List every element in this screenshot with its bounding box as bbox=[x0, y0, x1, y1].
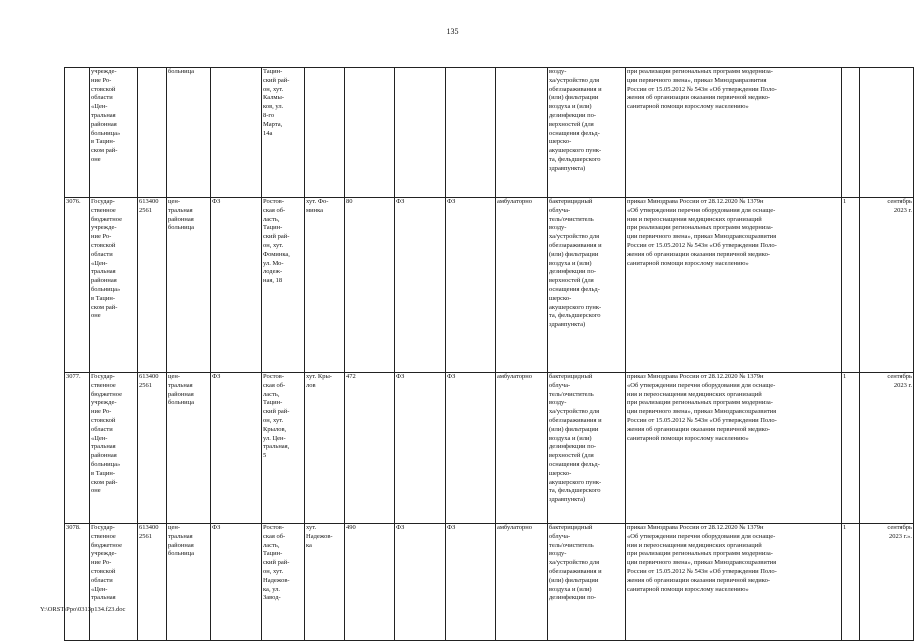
cell-ownership: ФЗ bbox=[211, 524, 262, 641]
cell-population bbox=[345, 68, 395, 198]
page-number: 135 bbox=[446, 27, 459, 36]
table-row bbox=[65, 68, 914, 198]
cell-code: 613400 2561 bbox=[138, 198, 167, 373]
cell-code bbox=[138, 68, 167, 198]
cell-population: 80 bbox=[345, 198, 395, 373]
cell-ownership-3: ФЗ bbox=[446, 524, 496, 641]
cell-ownership-2: ФЗ bbox=[395, 198, 446, 373]
cell-short-name: цен- тральная районная больница bbox=[167, 373, 211, 524]
cell-legal-basis: приказ Минздрава России от 28.12.2020 № 1379н «Об утверждении перечня оборудования для оснаще- ния и переоснащения медицинских организаций при реализации региональных программ модерниза- ции первичного звена», приказ Минздравсоцразвития России от 15.05.2012 № 543н «Об утверждении Поло- жения об организации оказания первичной медико- санитарной помощи взрослому населению» bbox=[626, 373, 842, 524]
cell-settlement: хут. Кры- лов bbox=[305, 373, 345, 524]
cell-ownership-3: ФЗ bbox=[446, 373, 496, 524]
cell-equipment: возду- ха/устройство для обеззараживания и (или) фильтрации воздуха и (или) дезинфекции по- верхностей (для оснащения фельд- шерско- акушерского пунк- та, фельдшерского здравпункта) bbox=[548, 68, 626, 198]
cell-date bbox=[860, 68, 914, 198]
facilities-table bbox=[64, 67, 914, 641]
cell-code: 613400 2561 bbox=[138, 524, 167, 641]
cell-ownership-2: ФЗ bbox=[395, 373, 446, 524]
cell-address: Ростов- ская об- ласть, Тацин- ский рай- он, хут. Крылов, ул. Цен- тральная, 5 bbox=[262, 373, 305, 524]
cell-ownership: ФЗ bbox=[211, 373, 262, 524]
cell-institution-name: Государ- ственное бюджетное учрежде- ние Ро- стовской области «Цен- тральная районная больница» в Тацин- ском рай- оне bbox=[90, 198, 138, 373]
cell-ownership-2: ФЗ bbox=[395, 524, 446, 641]
footer-file-path: Y:\ORST\Ppo\0313p134.f23.doc bbox=[40, 606, 126, 613]
cell-date: сентябрь 2023 г. bbox=[860, 373, 914, 524]
cell-care-type: амбулаторно bbox=[496, 524, 548, 641]
cell-care-type: амбулаторно bbox=[496, 373, 548, 524]
cell-care-type bbox=[496, 68, 548, 198]
cell-short-name: цен- тральная районная больница bbox=[167, 524, 211, 641]
cell-ownership-3 bbox=[446, 68, 496, 198]
cell-equipment: бактерицидный облуча- тель/очиститель возду- ха/устройство для обеззараживания и (или) фильтрации воздуха и (или) дезинфекции по- bbox=[548, 524, 626, 641]
cell-institution-name: учрежде- ние Ро- стовской области «Цен- тральная районная больница» в Тацин- ском рай- оне bbox=[90, 68, 138, 198]
cell-equipment: бактерицидный облуча- тель/очиститель возду- ха/устройство для обеззараживания и (или) фильтрации воздуха и (или) дезинфекции по- верхностей (для оснащения фельд- шерско- акушерского пунк- та, фельдшерского здравпункта) bbox=[548, 198, 626, 373]
cell-address: Ростов- ская об- ласть, Тацин- ский рай- он, хут. Надежов- ка, ул. Завод- bbox=[262, 524, 305, 641]
table-row bbox=[65, 373, 914, 524]
table-row bbox=[65, 524, 914, 641]
cell-population: 490 bbox=[345, 524, 395, 641]
cell-ownership: ФЗ bbox=[211, 198, 262, 373]
cell-short-name: цен- тральная районная больница bbox=[167, 198, 211, 373]
cell-quantity: 1 bbox=[842, 524, 860, 641]
cell-settlement: хут. Надежов- ка bbox=[305, 524, 345, 641]
cell-address: Ростов- ская об- ласть, Тацин- ский рай- он, хут. Фоминка, ул. Мо- лодеж- ная, 18 bbox=[262, 198, 305, 373]
cell-quantity bbox=[842, 68, 860, 198]
cell-number: 3078. bbox=[65, 524, 90, 641]
cell-ownership-3: ФЗ bbox=[446, 198, 496, 373]
cell-address: Тацин- ский рай- он, хут. Калмы- ков, ул. 8-го Марта, 14а bbox=[262, 68, 305, 198]
cell-care-type: амбулаторно bbox=[496, 198, 548, 373]
cell-number bbox=[65, 68, 90, 198]
cell-number: 3077. bbox=[65, 373, 90, 524]
cell-number: 3076. bbox=[65, 198, 90, 373]
cell-code: 613400 2561 bbox=[138, 373, 167, 524]
cell-quantity: 1 bbox=[842, 198, 860, 373]
cell-population: 472 bbox=[345, 373, 395, 524]
table-row bbox=[65, 198, 914, 373]
cell-date: сентябрь 2023 г.». bbox=[860, 524, 914, 641]
cell-institution-name: Государ- ственное бюджетное учрежде- ние Ро- стовской области «Цен- тральная bbox=[90, 524, 138, 641]
cell-legal-basis: при реализации региональных программ модерниза- ции первичного звена», приказ Минздравразвития России от 15.05.2012 № 543н «Об утверждении Поло- жения об организации оказания первичной медико- санитарной помощи взрослому населению» bbox=[626, 68, 842, 198]
cell-legal-basis: приказ Минздрава России от 28.12.2020 № 1379н «Об утверждении перечня оборудования для оснаще- ния и переоснащения медицинских организаций при реализации региональных программ модерниза- ции первичного звена», приказ Минздравсоцразвития России от 15.05.2012 № 543н «Об утверждении Поло- жения об организации оказания первичной медико- санитарной помощи взрослому населению» bbox=[626, 524, 842, 641]
cell-short-name: больница bbox=[167, 68, 211, 198]
cell-ownership bbox=[211, 68, 262, 198]
cell-legal-basis: приказ Минздрава России от 28.12.2020 № 1379н «Об утверждении перечня оборудования для оснаще- ния и переоснащения медицинских организаций при реализации региональных программ модерниза- ции первичного звена», приказ Минздравсоцразвития России от 15.05.2012 № 543н «Об утверждении Поло- жения об организации оказания первичной медико- санитарной помощи взрослому населению» bbox=[626, 198, 842, 373]
cell-ownership-2 bbox=[395, 68, 446, 198]
cell-settlement bbox=[305, 68, 345, 198]
cell-quantity: 1 bbox=[842, 373, 860, 524]
cell-equipment: бактерицидный облуча- тель/очиститель возду- ха/устройство для обеззараживания и (или) фильтрации воздуха и (или) дезинфекции по- верхностей (для оснащения фельд- шерско- акушерского пунк- та, фельдшерского здравпункта) bbox=[548, 373, 626, 524]
cell-settlement: хут. Фо- минка bbox=[305, 198, 345, 373]
cell-date: сентябрь 2023 г. bbox=[860, 198, 914, 373]
cell-institution-name: Государ- ственное бюджетное учрежде- ние Ро- стовской области «Цен- тральная районная больница» в Тацин- ском рай- оне bbox=[90, 373, 138, 524]
